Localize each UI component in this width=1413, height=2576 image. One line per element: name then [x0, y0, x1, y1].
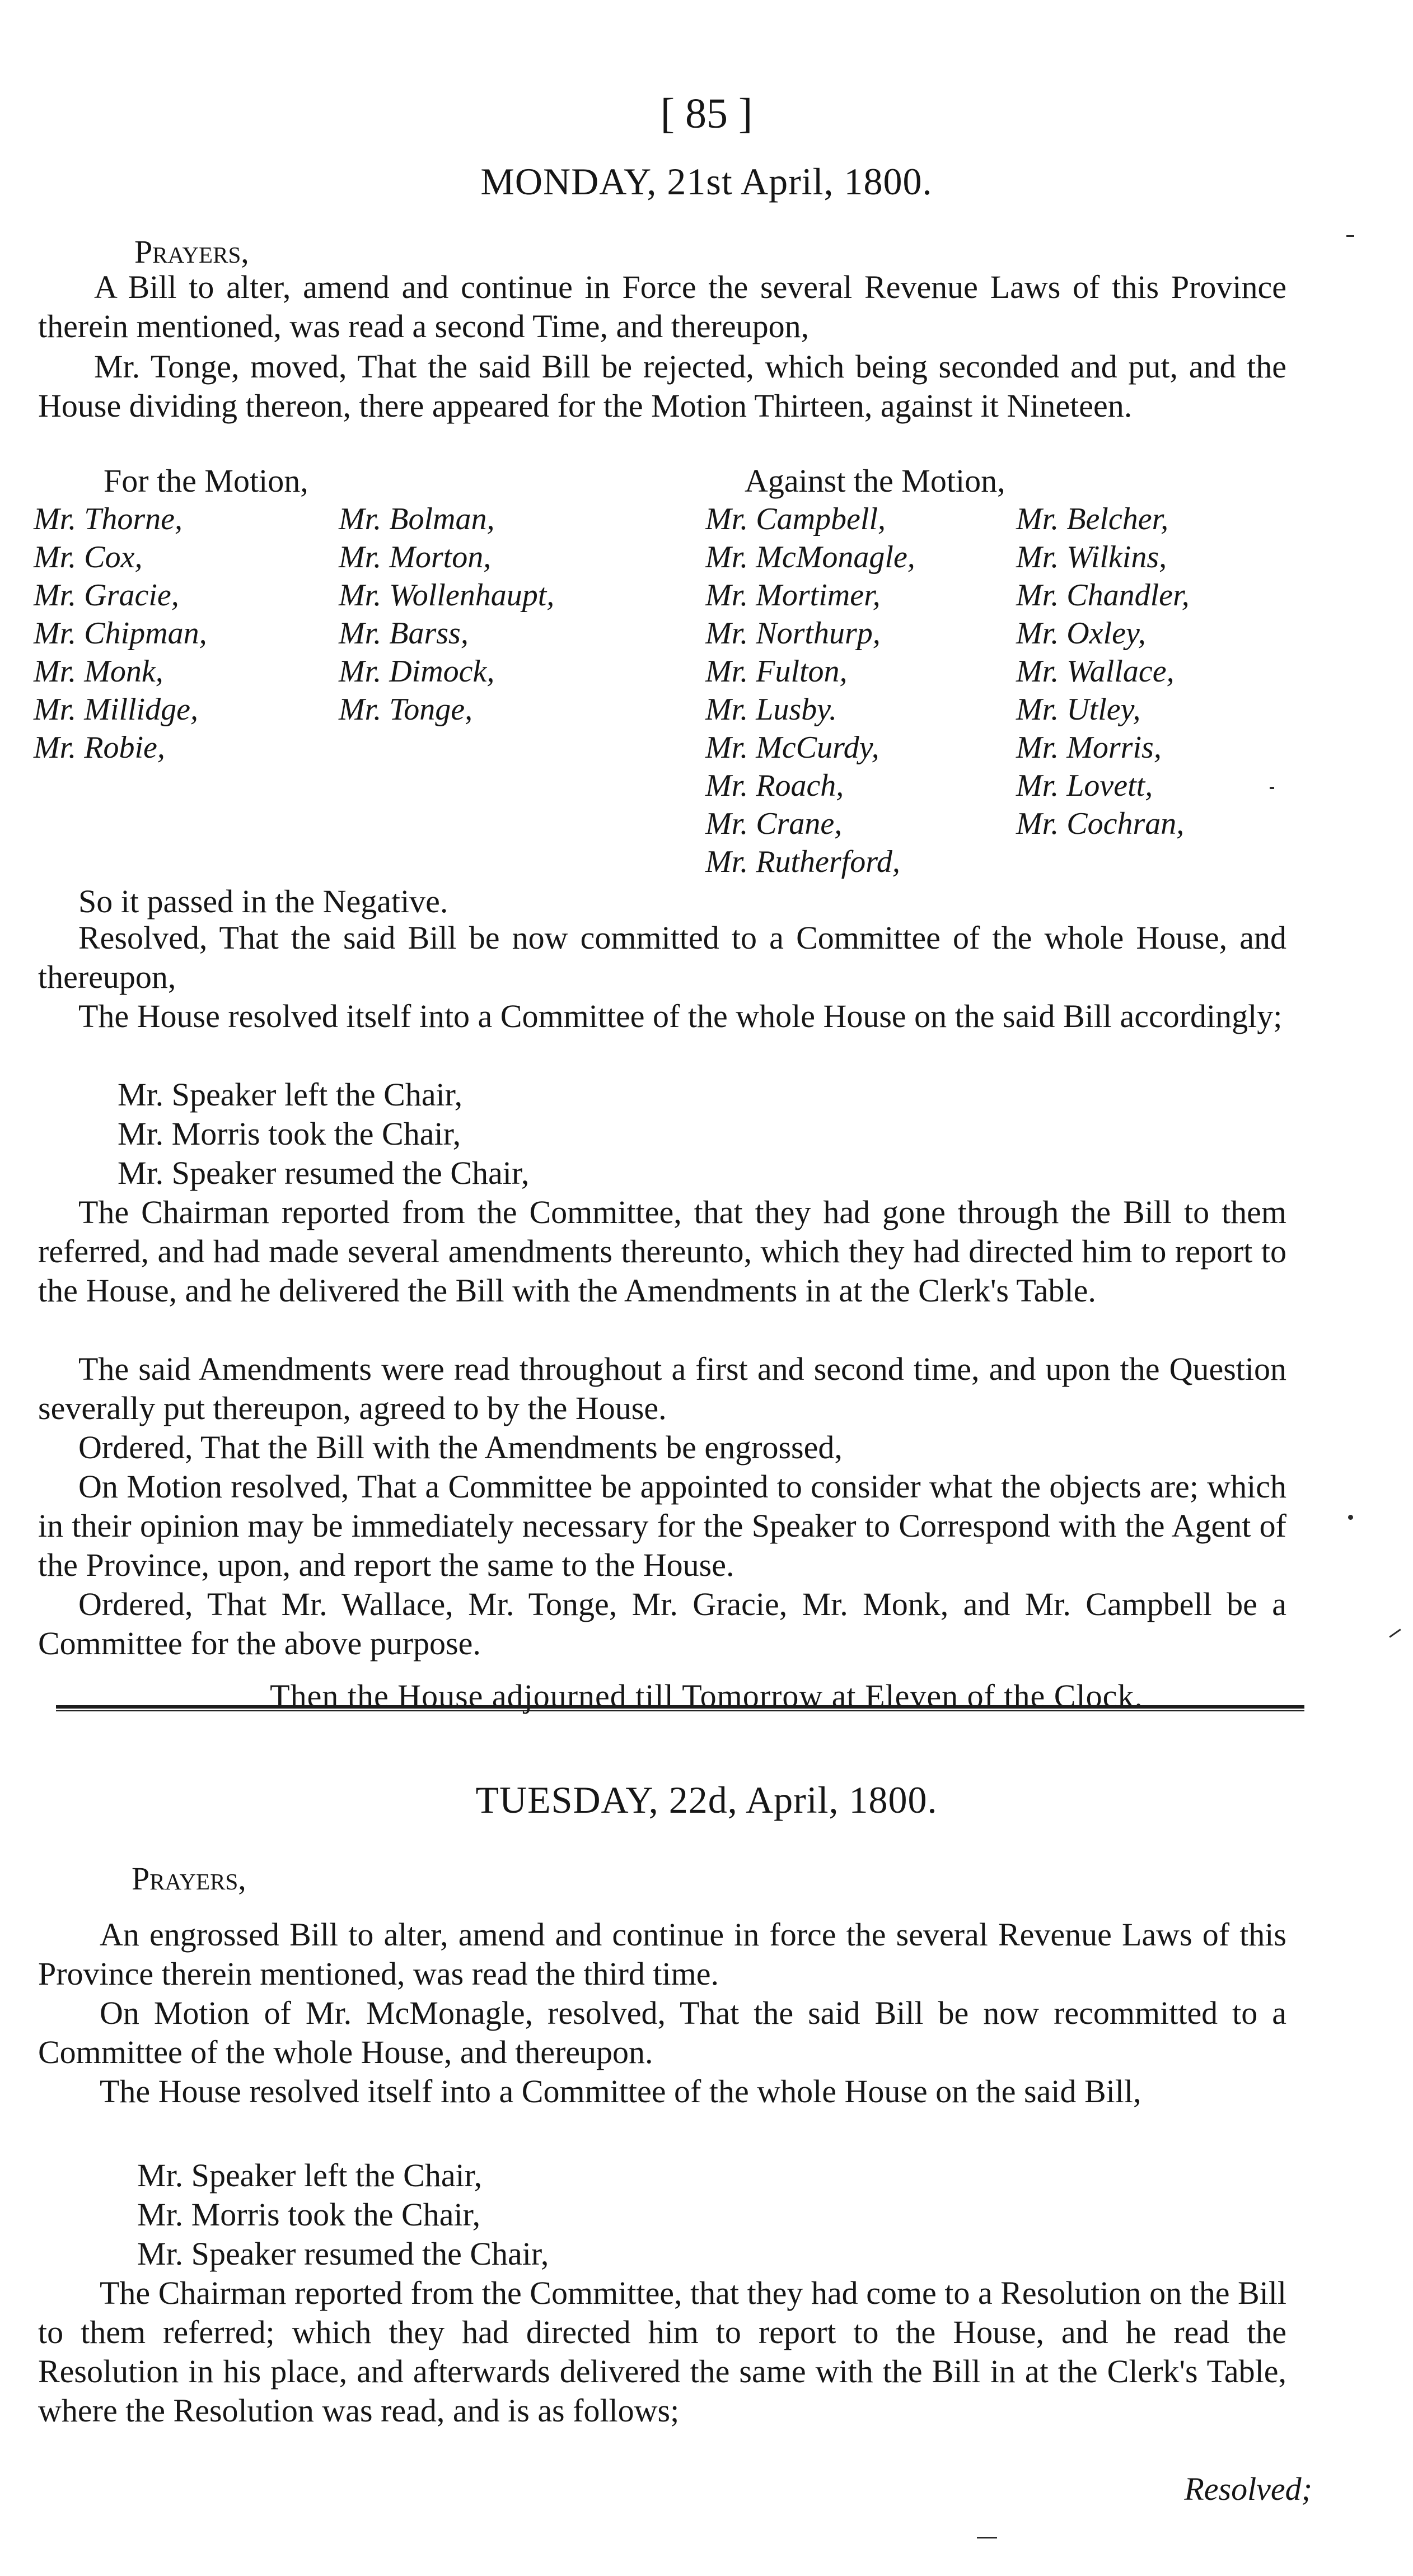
committee-motion: On Motion resolved, That a Committee be appointed to consider what the objects are; which in their opinion may be immediately necessary for the Speaker to Correspond with the Agent of the Province, upon, and report the same to the House.	[38, 1468, 1286, 1583]
tuesday-morris-took-chair: Mr. Morris took the Chair,	[137, 2196, 481, 2233]
vote-member-against-col2: Mr. Morris,	[1016, 730, 1162, 765]
scan-speck	[977, 2537, 997, 2538]
engrossed-bill-third-reading: An engrossed Bill to alter, amend and continue in force the several Revenue Laws of this Province therein mentioned, was read the third time.	[38, 1916, 1286, 1992]
scan-speck	[1348, 1515, 1353, 1520]
vote-member-for-col1: Mr. Chipman,	[34, 616, 207, 651]
vote-member-against-col2: Mr. Belcher,	[1016, 502, 1169, 536]
vote-member-against-col1: Mr. McMonagle,	[705, 540, 915, 575]
amendments-read: The said Amendments were read throughout a first and second time, and upon the Question severally put thereupon, agreed to by the House.	[38, 1351, 1286, 1426]
vote-member-against-col2: Mr. Oxley,	[1016, 616, 1146, 651]
vote-member-for-col1: Mr. Monk,	[34, 654, 163, 689]
vote-member-for-col2: Mr. Tonge,	[339, 692, 473, 727]
vote-member-against-col1: Mr. Rutherford,	[705, 844, 900, 879]
vote-member-against-col2: Mr. Wallace,	[1016, 654, 1175, 689]
against-motion-heading: Against the Motion,	[745, 463, 1005, 499]
tuesday-heading: TUESDAY, 22d, April, 1800.	[475, 1779, 938, 1821]
adjournment: Then the House adjourned till Tomorrow at Eleven of the Clock.	[270, 1678, 1143, 1714]
recommit-motion: On Motion of Mr. McMonagle, resolved, That the said Bill be now recommitted to a Committee of the whole House, and thereupon.	[38, 1995, 1286, 2070]
tuesday-chairman-report: The Chairman reported from the Committee, that they had come to a Resolution on the Bill to them referred; which they had directed him to report to the House, and he read the Resolution in his place, and afterwards delivered the same with the Bill in at the Clerk's Table, where the Resolution was read, and is as follows;	[38, 2275, 1286, 2429]
vote-member-against-col1: Mr. Roach,	[705, 768, 844, 803]
house-resolved-committee: The House resolved itself into a Committee of the whole House on the said Bill accordingly;	[78, 998, 1283, 1034]
vote-member-for-col1: Mr. Gracie,	[34, 578, 179, 613]
tuesday-house-resolved: The House resolved itself into a Committee of the whole House on the said Bill,	[100, 2073, 1141, 2110]
for-motion-heading: For the Motion,	[104, 463, 308, 499]
prayers-label: Prayers,	[134, 234, 249, 270]
vote-member-against-col1: Mr. Fulton,	[705, 654, 848, 689]
vote-member-for-col1: Mr. Robie,	[34, 730, 165, 765]
vote-member-for-col2: Mr. Barss,	[339, 616, 469, 651]
tuesday-speaker-resumed-chair: Mr. Speaker resumed the Chair,	[137, 2236, 549, 2272]
vote-member-against-col1: Mr. Mortimer,	[705, 578, 881, 613]
vote-member-against-col2: Mr. Chandler,	[1016, 578, 1190, 613]
ordered-engrossed: Ordered, That the Bill with the Amendments be engrossed,	[78, 1429, 843, 1466]
monday-heading: MONDAY, 21st April, 1800.	[480, 160, 933, 203]
vote-member-against-col1: Mr. Northurp,	[705, 616, 881, 651]
speaker-resumed-chair: Mr. Speaker resumed the Chair,	[118, 1155, 530, 1191]
vote-member-for-col1: Mr. Thorne,	[34, 502, 183, 536]
scan-speck	[1389, 1628, 1401, 1637]
bill-second-reading: A Bill to alter, amend and continue in Force the several Revenue Laws of this Province therein mentioned, was read a second Time, and thereupon,	[38, 269, 1286, 344]
vote-member-against-col2: Mr. Wilkins,	[1016, 540, 1167, 575]
vote-member-against-col2: Mr. Utley,	[1016, 692, 1141, 727]
vote-member-for-col2: Mr. Morton,	[339, 540, 492, 575]
tuesday-prayers-label: Prayers,	[132, 1860, 246, 1897]
catchword: Resolved;	[1184, 2471, 1312, 2507]
vote-member-for-col2: Mr. Dimock,	[339, 654, 495, 689]
tuesday-speaker-left-chair: Mr. Speaker left the Chair,	[137, 2157, 483, 2194]
vote-member-for-col2: Mr. Bolman,	[339, 502, 495, 536]
committee-appointed: Ordered, That Mr. Wallace, Mr. Tonge, Mr. Gracie, Mr. Monk, and Mr. Campbell be a Committee for the above purpose.	[38, 1586, 1286, 1662]
negative-result: So it passed in the Negative.	[78, 883, 448, 920]
vote-member-against-col2: Mr. Cochran,	[1016, 806, 1185, 841]
scan-speck	[1346, 235, 1354, 237]
page-number: [ 85 ]	[660, 90, 753, 137]
vote-member-against-col1: Mr. Lusby.	[705, 692, 837, 727]
vote-member-against-col2: Mr. Lovett,	[1016, 768, 1153, 803]
speaker-left-chair: Mr. Speaker left the Chair,	[118, 1076, 463, 1113]
chairman-report: The Chairman reported from the Committee, that they had gone through the Bill to them referred, and had made several amendments thereunto, which they had directed him to report to the House, and he delivered the Bill with the Amendments in at the Clerk's Table.	[38, 1194, 1286, 1309]
section-divider	[56, 1705, 1304, 1711]
vote-member-for-col1: Mr. Cox,	[34, 540, 143, 575]
resolved-committed: Resolved, That the said Bill be now committed to a Committee of the whole House, and thereupon,	[38, 920, 1286, 995]
motion-to-reject: Mr. Tonge, moved, That the said Bill be rejected, which being seconded and put, and the House dividing thereon, there appeared for the Motion Thirteen, against it Nineteen.	[38, 348, 1286, 424]
vote-member-against-col1: Mr. Crane,	[705, 806, 843, 841]
vote-member-for-col2: Mr. Wollenhaupt,	[339, 578, 555, 613]
vote-member-against-col1: Mr. McCurdy,	[705, 730, 879, 765]
vote-member-for-col1: Mr. Millidge,	[34, 692, 198, 727]
morris-took-chair: Mr. Morris took the Chair,	[118, 1116, 461, 1152]
scan-speck	[1270, 787, 1274, 789]
vote-member-against-col1: Mr. Campbell,	[705, 502, 886, 536]
